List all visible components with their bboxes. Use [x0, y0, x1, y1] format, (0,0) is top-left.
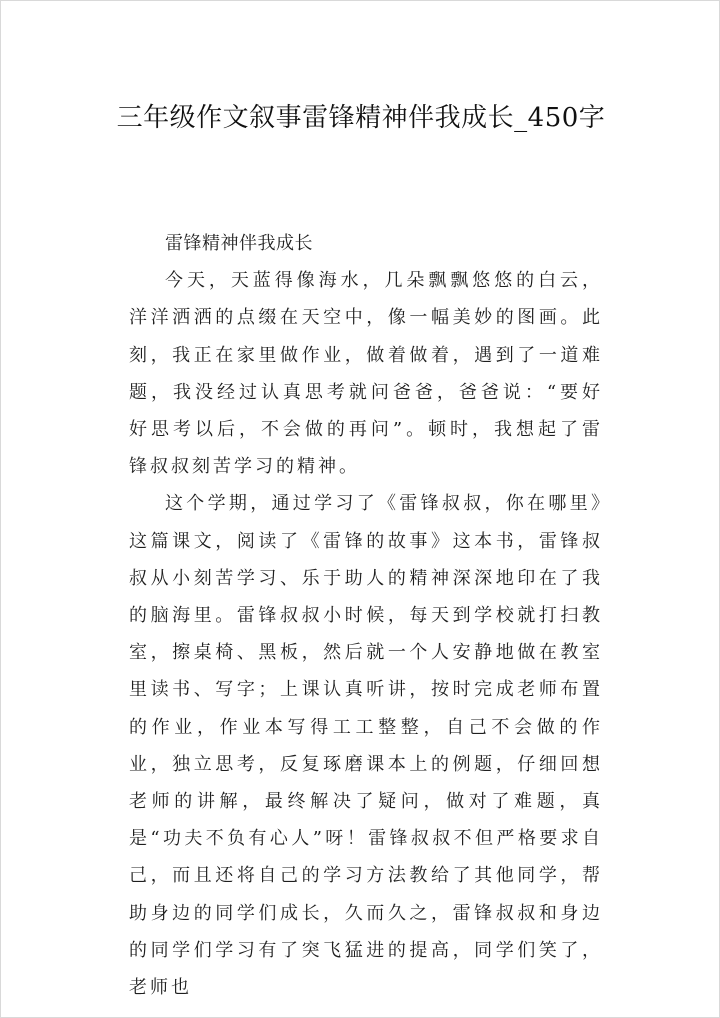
document-title: 三年级作文叙事雷锋精神伴我成长_450字 [116, 103, 606, 133]
paragraph-2: 这个学期，通过学习了《雷锋叔叔，你在哪里》这篇课文，阅读了《雷锋的故事》这本书，雷锋叔叔从小刻苦学习、乐于助人的精神深深地印在了我的脑海里。雷锋叔叔小时候，每天到学校就打扫教室，擦桌椅、黑板，然后就一个人安静地做在教室里读书、写字；上课认真听讲，按时完成老师布置的作业，作业本写得工工整整，自己不会做的作业，独立思考，反复琢磨课本上的例题，仔细回想老师的讲解，最终解决了疑问，做对了难题，真是“功夫不负有心人”呀！雷锋叔叔不但严格要求自己，而且还将自己的学习方法教给了其他同学，帮助身边的同学们成长，久而久之，雷锋叔叔和身边的同学们学习有了突飞猛进的提高，同学们笑了，老师也 [129, 493, 603, 999]
document-body [129, 225, 603, 1006]
paragraph-1: 今天，天蓝得像海水，几朵飘飘悠悠的白云，洋洋洒洒的点缀在天空中，像一幅美妙的图画。此刻，我正在家里做作业，做着做着，遇到了一道难题，我没经过认真思考就问爸爸，爸爸说：“要好好思考以后，不会做的再问”。顿时，我想起了雷锋叔叔刻苦学习的精神。 [129, 270, 603, 478]
article-subtitle: 雷锋精神伴我成长 [165, 233, 313, 254]
